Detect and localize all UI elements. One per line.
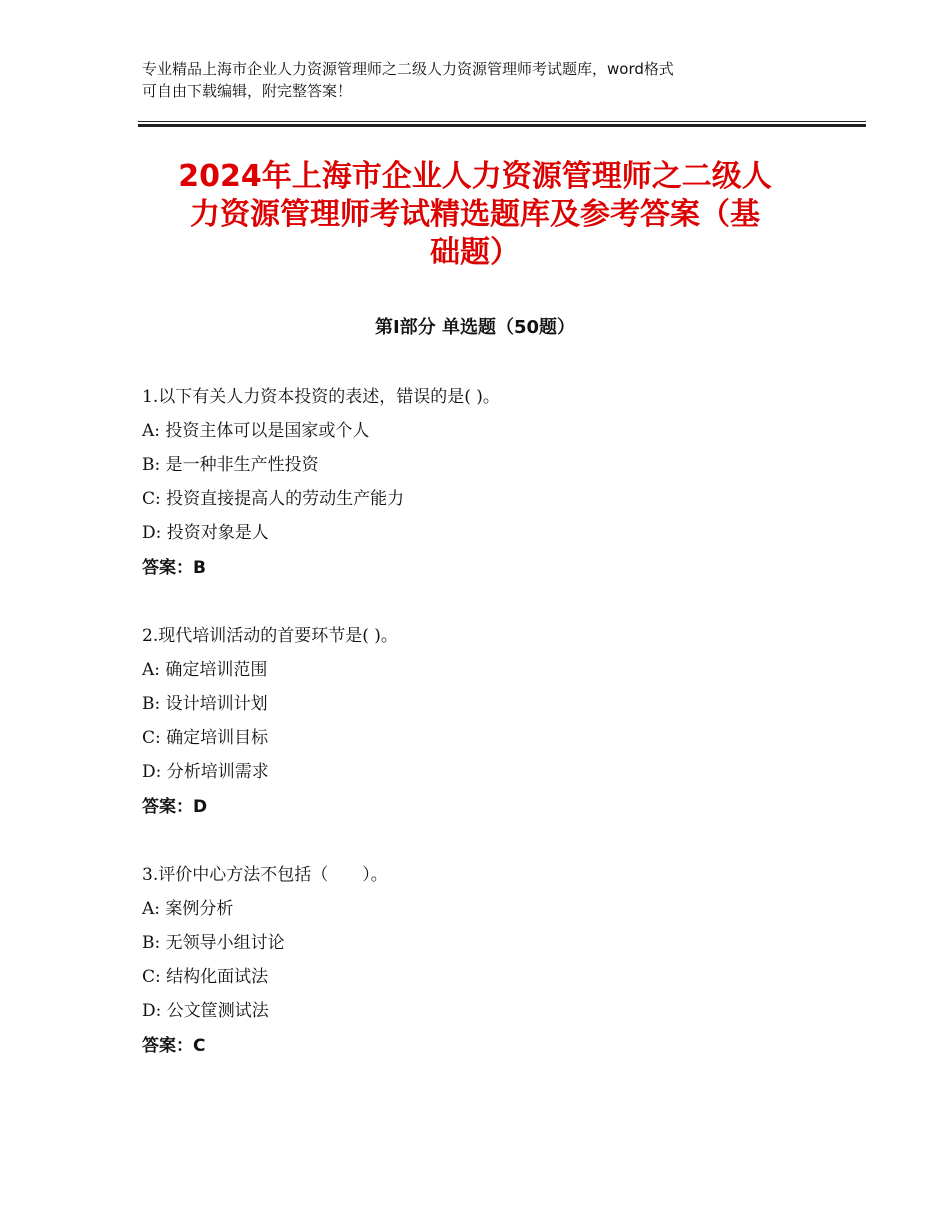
- answer-value: C: [193, 1036, 206, 1056]
- answer-label: 答案：: [142, 558, 193, 578]
- document-title-line-2: 力资源管理师考试精选题库及参考答案（基: [190, 197, 760, 232]
- option-c: C: 结构化面试法: [142, 967, 269, 987]
- header-note-line-2: 可自由下载编辑，附完整答案！: [142, 82, 353, 100]
- option-a: A: 投资主体可以是国家或个人: [142, 421, 370, 441]
- option-d: D: 公文筐测试法: [142, 1001, 269, 1021]
- header-note: [142, 58, 822, 102]
- question-stem: 3.评价中心方法不包括（ ）。: [142, 865, 388, 885]
- document-title: [100, 158, 850, 272]
- question-1: [142, 383, 842, 587]
- header-divider-thin: [138, 121, 866, 122]
- option-b: B: 设计培训计划: [142, 694, 268, 714]
- answer-label: 答案：: [142, 797, 193, 817]
- document-title-line-3: 础题）: [430, 235, 520, 270]
- document-title-line-1: 2024年上海市企业人力资源管理师之二级人: [178, 159, 772, 194]
- option-c: C: 确定培训目标: [142, 728, 269, 748]
- answer-line: [142, 1031, 842, 1065]
- question-2: [142, 622, 842, 826]
- answer-value: B: [193, 558, 206, 578]
- option-d: D: 投资对象是人: [142, 523, 269, 543]
- option-a: A: 案例分析: [142, 899, 234, 919]
- question-3: [142, 861, 842, 1065]
- answer-value: D: [193, 797, 208, 817]
- option-d: D: 分析培训需求: [142, 762, 269, 782]
- option-b: B: 是一种非生产性投资: [142, 455, 319, 475]
- header-note-line-1: 专业精品上海市企业人力资源管理师之二级人力资源管理师考试题库，word格式: [142, 60, 674, 78]
- question-stem: 1.以下有关人力资本投资的表述，错误的是( )。: [142, 387, 500, 407]
- question-list: [142, 383, 842, 1100]
- question-stem: 2.现代培训活动的首要环节是( )。: [142, 626, 398, 646]
- answer-label: 答案：: [142, 1036, 193, 1056]
- option-b: B: 无领导小组讨论: [142, 933, 285, 953]
- option-a: A: 确定培训范围: [142, 660, 268, 680]
- answer-line: [142, 792, 842, 826]
- answer-line: [142, 553, 842, 587]
- header-divider-thick: [138, 124, 866, 127]
- option-c: C: 投资直接提高人的劳动生产能力: [142, 489, 405, 509]
- section-heading: 第Ⅰ部分 单选题（50题）: [374, 317, 575, 338]
